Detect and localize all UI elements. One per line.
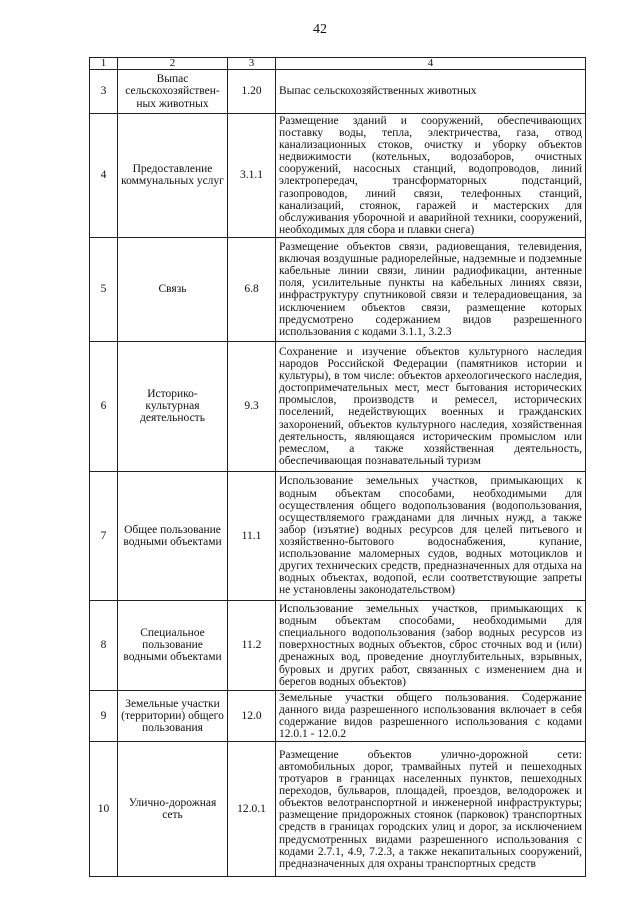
- use-type-name: Улично-дорожная сеть: [118, 742, 228, 877]
- use-type-code: 12.0: [228, 690, 276, 741]
- use-type-code: 12.0.1: [228, 742, 276, 877]
- use-type-description: Сохранение и изучение объектов культурного наследия народов Российской Федерации (памятников истории и культуры), в том числе: объектов археологического наследия, достопримечательных мест, мест бытования исторических промыслов, производств и ремесел, исторических поселений, недействующих военных и гражданских захоронений, объектов культурного наследия, хозяйственная деятельность, являющаяся историческим промыслом или ремеслом, а также хозяйственная деятельность, обеспечивающая познавательный туризм: [276, 341, 586, 471]
- use-type-code: 3.1.1: [228, 114, 276, 238]
- row-number: 8: [90, 600, 118, 690]
- use-type-code: 11.1: [228, 471, 276, 600]
- use-type-code: 9.3: [228, 341, 276, 471]
- use-type-description: Размещение объектов улично-дорожной сети: автомобильных дорог, трамвайных путей и пешеходных тротуаров в границах населенных пунктов, пешеходных переходов, бульваров, площадей, проездов, велодорожек и объектов велотранспортной и инженерной инфраструктуры; размещение придорожных стоянок (парковок) транспортных средств в границах городских улиц и дорог, за исключением предусмотренных видами разрешенного использования с кодами 2.7.1, 4.9, 7.2.3, а также некапитальных сооружений, предназначенных для охраны транспортных средств: [276, 742, 586, 877]
- use-type-code: 11.2: [228, 600, 276, 690]
- use-type-name: Предоставление коммунальных услуг: [118, 114, 228, 238]
- row-number: 4: [90, 114, 118, 238]
- table-row: [90, 690, 586, 741]
- table-row: [90, 114, 586, 238]
- table-row: [90, 600, 586, 690]
- use-type-name: Общее пользование водными объектами: [118, 471, 228, 600]
- use-type-code: 6.8: [228, 237, 276, 341]
- row-number: 9: [90, 690, 118, 741]
- use-type-description: Использование земельных участков, примыкающих к водным объектам способами, необходимыми для осуществления общего водопользования (водопользования, осуществляемого гражданами для личных нужд, а также забор (изъятие) водных ресурсов для целей питьевого и хозяйственно-бытового водоснабжения, купание, использование маломерных судов, водных мотоциклов и других технических средств, предназначенных для отдыха на водных объектах, водопой, если соответствующие запреты не установлены законодательством): [276, 471, 586, 600]
- use-type-description: Размещение объектов связи, радиовещания, телевидения, включая воздушные радиорелейные, надземные и подземные кабельные линии связи, линии радиофикации, антенные поля, усилительные пункты на кабельных линиях связи, инфраструктуру спутниковой связи и телерадиовещания, за исключением объектов связи, размещение которых предусмотрено содержанием видов разрешенного использования с кодами 3.1.1, 3.2.3: [276, 237, 586, 341]
- row-number: 10: [90, 742, 118, 877]
- table-header-row: [90, 58, 586, 70]
- row-number: 7: [90, 471, 118, 600]
- use-type-description: Выпас сельскохозяйственных животных: [276, 70, 586, 114]
- land-use-table: [89, 57, 586, 877]
- table-row: [90, 70, 586, 114]
- use-type-code: 1.20: [228, 70, 276, 114]
- row-number: 6: [90, 341, 118, 471]
- row-number: 3: [90, 70, 118, 114]
- page-number: 42: [313, 22, 327, 37]
- use-type-name: Связь: [118, 237, 228, 341]
- column-header: 4: [276, 58, 586, 70]
- use-type-name: Историко-культурная деятельность: [118, 341, 228, 471]
- use-type-name: Земельные участки (территории) общего пользования: [118, 690, 228, 741]
- use-type-name: Специальное пользование водными объектами: [118, 600, 228, 690]
- use-type-description: Использование земельных участков, примыкающих к водным объектам способами, необходимыми для специального водопользования (забор водных ресурсов из поверхностных водных объектов, сброс сточных вод и (или) дренажных вод, проведение дноуглубительных, взрывных, буровых и других работ, связанных с изменением дна и берегов водных объектов): [276, 600, 586, 690]
- table-row: [90, 742, 586, 877]
- column-header: 2: [118, 58, 228, 70]
- column-header: 3: [228, 58, 276, 70]
- row-number: 5: [90, 237, 118, 341]
- table-row: [90, 471, 586, 600]
- use-type-description: Размещение зданий и сооружений, обеспечивающих поставку воды, тепла, электричества, газа, отвод канализационных стоков, очистку и уборку объектов недвижимости (котельных, водозаборов, очистных сооружений, насосных станций, водопроводов, линий электропередач, трансформаторных подстанций, газопроводов, линий связи, телефонных станций, канализаций, стоянок, гаражей и мастерских для обслуживания уборочной и аварийной техники, сооружений, необходимых для сбора и плавки снега): [276, 114, 586, 238]
- table-row: [90, 237, 586, 341]
- table-row: [90, 341, 586, 471]
- column-header: 1: [90, 58, 118, 70]
- use-type-description: Земельные участки общего пользования. Содержание данного вида разрешенного использования включает в себя содержание видов разрешенного использования с кодами 12.0.1 - 12.0.2: [276, 690, 586, 741]
- use-type-name: Выпас сельскохозяйствен-ных животных: [118, 70, 228, 114]
